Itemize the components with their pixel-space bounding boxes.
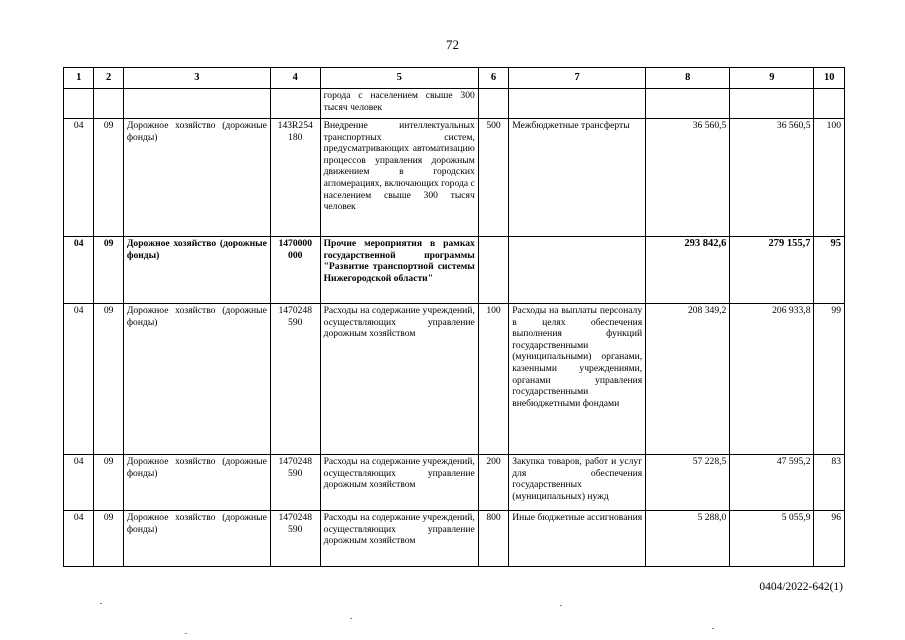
column-header-3: 3	[123, 68, 270, 89]
table-cell-col-5: Внедрение интеллектуальных транспортных систем, предусматривающих автоматизацию процессов управления дорожным движением в городских агломерациях, включающих города с населением свыше 300 тысяч человек	[320, 119, 478, 237]
table-cell-col-2: 09	[94, 304, 123, 455]
document-code: 0404/2022-642(1)	[759, 581, 843, 593]
table-cell-col-8: 36 560,5	[646, 119, 730, 237]
table-row	[64, 304, 845, 455]
table-cell-col-4	[270, 89, 320, 119]
table-cell-col-7: Расходы на выплаты персоналу в целях обеспечения выполнения функций государственными (муниципальными) органами, казенными учреждениями, органами управления государственными внебюджетными фондами	[509, 304, 646, 455]
table-cell-col-5: города с населением свыше 300 тысяч человек	[320, 89, 478, 119]
table-cell-col-2: 09	[94, 511, 123, 567]
column-header-10: 10	[814, 68, 845, 89]
scan-speck	[100, 603, 102, 604]
table-cell-col-1: 04	[64, 119, 94, 237]
table-cell-col-3	[123, 89, 270, 119]
column-header-9: 9	[730, 68, 814, 89]
table-cell-col-9: 36 560,5	[730, 119, 814, 237]
table-cell-col-10: 99	[814, 304, 845, 455]
table-cell-col-4: 1470248 590	[270, 511, 320, 567]
column-header-4: 4	[270, 68, 320, 89]
table-cell-col-3: Дорожное хозяйство (дорожные фонды)	[123, 119, 270, 237]
column-header-6: 6	[478, 68, 508, 89]
table-cell-col-8: 293 842,6	[646, 237, 730, 304]
column-header-7: 7	[509, 68, 646, 89]
table-cell-col-6: 800	[478, 511, 508, 567]
table-cell-col-2: 09	[94, 119, 123, 237]
table-cell-col-7	[509, 89, 646, 119]
table-row	[64, 455, 845, 511]
table-row	[64, 89, 845, 119]
table-cell-col-6	[478, 237, 508, 304]
table-cell-col-5: Расходы на содержание учреждений, осуществляющих управление дорожным хозяйством	[320, 304, 478, 455]
table-row	[64, 237, 845, 304]
table-cell-col-4: 1470248 590	[270, 304, 320, 455]
table-cell-col-4: 143R254 180	[270, 119, 320, 237]
scan-speck	[185, 633, 187, 634]
scan-speck	[350, 618, 352, 619]
table-cell-col-10: 95	[814, 237, 845, 304]
table-cell-col-10	[814, 89, 845, 119]
scan-speck	[560, 605, 562, 606]
table-cell-col-6	[478, 89, 508, 119]
column-header-2: 2	[94, 68, 123, 89]
table-cell-col-1: 04	[64, 304, 94, 455]
table-cell-col-10: 100	[814, 119, 845, 237]
table-cell-col-6: 200	[478, 455, 508, 511]
column-header-5: 5	[320, 68, 478, 89]
table-cell-col-9	[730, 89, 814, 119]
table-header-row	[64, 68, 845, 89]
table-cell-col-3: Дорожное хозяйство (дорожные фонды)	[123, 304, 270, 455]
table-cell-col-2	[94, 89, 123, 119]
table-cell-col-6: 500	[478, 119, 508, 237]
table-cell-col-5: Прочие мероприятия в рамках государственной программы "Развитие транспортной системы Нижегородской области"	[320, 237, 478, 304]
budget-table	[63, 67, 845, 567]
table-cell-col-8: 5 288,0	[646, 511, 730, 567]
table-cell-col-3: Дорожное хозяйство (дорожные фонды)	[123, 237, 270, 304]
table-cell-col-7: Иные бюджетные ассигнования	[509, 511, 646, 567]
column-header-8: 8	[646, 68, 730, 89]
table-cell-col-5: Расходы на содержание учреждений, осуществляющих управление дорожным хозяйством	[320, 511, 478, 567]
page-number: 72	[446, 37, 459, 52]
table-body	[64, 89, 845, 567]
table-cell-col-9: 279 155,7	[730, 237, 814, 304]
table-cell-col-2: 09	[94, 455, 123, 511]
table-cell-col-7: Закупка товаров, работ и услуг для обеспечения государственных (муниципальных) нужд	[509, 455, 646, 511]
scan-speck	[712, 628, 714, 629]
table-cell-col-4: 1470000 000	[270, 237, 320, 304]
table-cell-col-1	[64, 89, 94, 119]
table-cell-col-8: 57 228,5	[646, 455, 730, 511]
table-cell-col-1: 04	[64, 455, 94, 511]
table-cell-col-7: Межбюджетные трансферты	[509, 119, 646, 237]
table-cell-col-3: Дорожное хозяйство (дорожные фонды)	[123, 511, 270, 567]
table-cell-col-9: 47 595,2	[730, 455, 814, 511]
table-cell-col-9: 5 055,9	[730, 511, 814, 567]
table-cell-col-8: 208 349,2	[646, 304, 730, 455]
column-header-1: 1	[64, 68, 94, 89]
table-cell-col-6: 100	[478, 304, 508, 455]
table-row	[64, 511, 845, 567]
table-cell-col-10: 96	[814, 511, 845, 567]
table-cell-col-2: 09	[94, 237, 123, 304]
table-cell-col-9: 206 933,8	[730, 304, 814, 455]
table-cell-col-1: 04	[64, 511, 94, 567]
table-cell-col-5: Расходы на содержание учреждений, осуществляющих управление дорожным хозяйством	[320, 455, 478, 511]
table-cell-col-8	[646, 89, 730, 119]
table-row	[64, 119, 845, 237]
table-cell-col-4: 1470248 590	[270, 455, 320, 511]
table-cell-col-3: Дорожное хозяйство (дорожные фонды)	[123, 455, 270, 511]
table-cell-col-1: 04	[64, 237, 94, 304]
table-cell-col-7	[509, 237, 646, 304]
table-cell-col-10: 83	[814, 455, 845, 511]
